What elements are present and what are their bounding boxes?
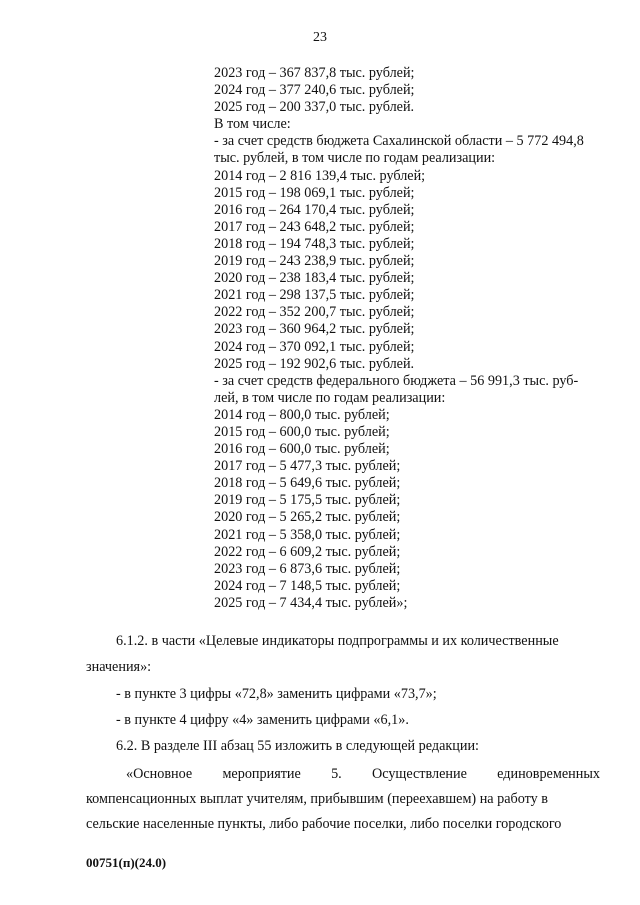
quote-line-2: компенсационных выплат учителям, прибывшим (переехавшем) на работу в [86, 791, 548, 807]
funding-line: 2025 год – 200 337,0 тыс. рублей. [214, 99, 415, 116]
funding-line: 2015 год – 198 069,1 тыс. рублей; [214, 184, 415, 201]
funding-line: 2021 год – 5 358,0 тыс. рублей; [214, 526, 401, 543]
quote-word: единовременных [497, 766, 600, 782]
funding-line: 2020 год – 5 265,2 тыс. рублей; [214, 509, 401, 526]
quote-word: 5. [331, 766, 342, 782]
funding-line: 2023 год – 6 873,6 тыс. рублей; [214, 560, 401, 577]
funding-line: - за счет средств бюджета Сахалинской области – 5 772 494,8 [214, 133, 584, 150]
funding-line: 2023 год – 367 837,8 тыс. рублей; [214, 65, 415, 81]
funding-line: 2024 год – 377 240,6 тыс. рублей; [214, 82, 415, 99]
item-point-3: - в пункте 3 цифры «72,8» заменить цифрами «73,7»; [116, 686, 437, 702]
funding-line: 2016 год – 264 170,4 тыс. рублей; [214, 201, 415, 218]
funding-line: 2016 год – 600,0 тыс. рублей; [214, 441, 390, 458]
funding-line: 2018 год – 194 748,3 тыс. рублей; [214, 235, 415, 252]
funding-line: 2023 год – 360 964,2 тыс. рублей; [214, 321, 415, 338]
funding-line: 2017 год – 243 648,2 тыс. рублей; [214, 218, 415, 235]
funding-line: 2025 год – 7 434,4 тыс. рублей»; [214, 594, 408, 611]
funding-line: 2017 год – 5 477,3 тыс. рублей; [214, 458, 401, 475]
funding-line: 2021 год – 298 137,5 тыс. рублей; [214, 287, 415, 304]
funding-line: тыс. рублей, в том числе по годам реализации: [214, 150, 496, 167]
item-point-4: - в пункте 4 цифру «4» заменить цифрами «6,1». [116, 712, 409, 728]
quote-line-3: сельские населенные пункты, либо рабочие поселки, либо поселки городского [86, 816, 562, 832]
funding-line: 2019 год – 5 175,5 тыс. рублей; [214, 492, 401, 509]
funding-line: 2019 год – 243 238,9 тыс. рублей; [214, 253, 415, 270]
funding-line: - за счет средств федерального бюджета – 56 991,3 тыс. руб- [214, 372, 579, 389]
funding-line: 2014 год – 2 816 139,4 тыс. рублей; [214, 167, 426, 184]
document-code: 00751(п)(24.0) [86, 855, 167, 870]
funding-line: В том числе: [214, 116, 291, 133]
funding-line: 2022 год – 352 200,7 тыс. рублей; [214, 304, 415, 321]
page-number: 23 [313, 30, 327, 45]
funding-line: 2024 год – 7 148,5 тыс. рублей; [214, 577, 401, 594]
funding-line: 2022 год – 6 609,2 тыс. рублей; [214, 543, 401, 560]
funding-block [214, 65, 614, 612]
funding-line: 2024 год – 370 092,1 тыс. рублей; [214, 338, 415, 355]
quote-word: Осуществление [371, 766, 467, 782]
quote-line-1 [86, 766, 600, 783]
paragraph-6-1-2 [86, 633, 600, 676]
paragraph-6-1-2-line2: значения»: [86, 659, 152, 675]
funding-line: 2020 год – 238 183,4 тыс. рублей; [214, 270, 415, 287]
funding-line: 2015 год – 600,0 тыс. рублей; [214, 423, 390, 440]
paragraph-6-2: 6.2. В разделе III абзац 55 изложить в следующей редакции: [116, 738, 479, 754]
paragraph-6-1-2-line1: 6.1.2. в части «Целевые индикаторы подпрограммы и их количественные [116, 633, 559, 649]
funding-line: 2018 год – 5 649,6 тыс. рублей; [214, 475, 401, 492]
funding-line: лей, в том числе по годам реализации: [214, 389, 446, 406]
funding-line: 2014 год – 800,0 тыс. рублей; [214, 406, 390, 423]
quote-paragraph [86, 766, 600, 833]
funding-line: 2025 год – 192 902,6 тыс. рублей. [214, 355, 415, 372]
quote-word: мероприятие [222, 766, 301, 782]
quote-word: «Основное [126, 766, 193, 782]
